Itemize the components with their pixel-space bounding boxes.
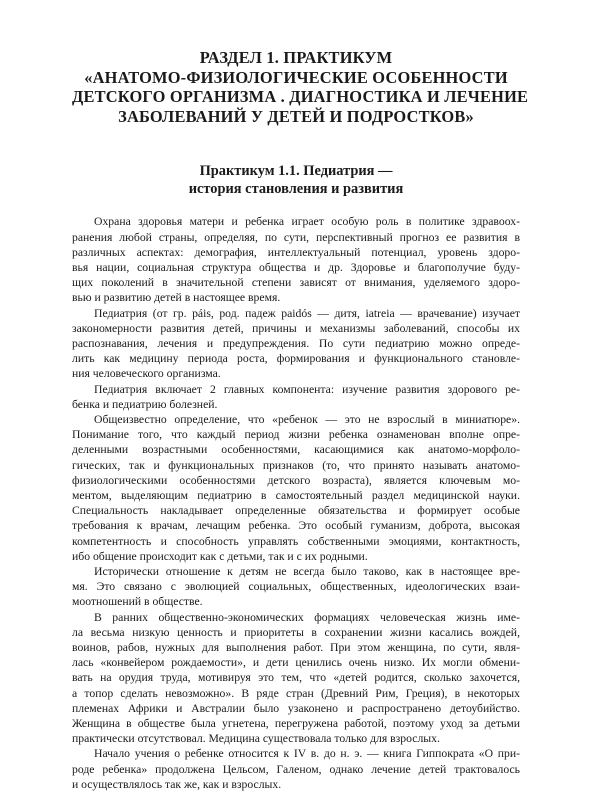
text-line: ибо общение происходит как с детьми, так и с их родными.	[72, 549, 368, 563]
section-title-line: ЗАБОЛЕВАНИЙ У ДЕТЕЙ И ПОДРОСТКОВ»	[118, 106, 474, 126]
text-line: лась «конвейером рождаемости», и дети ценились очень низко. Их могли обмени-	[72, 656, 520, 670]
section-title	[72, 48, 529, 126]
section-title-line: РАЗДЕЛ 1. ПРАКТИКУМ	[199, 48, 393, 67]
paragraph	[72, 610, 520, 747]
text-line: мя. Это связано с эволюцией социальных, общественных, идеологических взаи-	[72, 580, 520, 594]
section-title-line: «АНАТОМО-ФИЗИОЛОГИЧЕСКИЕ ОСОБЕННОСТИ	[84, 67, 508, 87]
text-line: вья нации, социальная структура общества и др. Здоровье и благополучие буду-	[72, 260, 520, 274]
practicum-title	[72, 162, 520, 198]
text-line: требования к врачам, лечащим ребенка. Это особый гуманизм, доброта, высокая	[72, 519, 520, 533]
text-line: а топор сделать невозможно». В ряде стран (Древний Рим, Греция), в некоторых	[72, 686, 520, 700]
text-line: роде ребенка» продолжена Цельсом, Галеном, однако лечение детей трактовалось	[72, 762, 520, 776]
text-line: воинов, рабов, нужных для выполнения работ. При этом женщина, по сути, явля-	[72, 641, 520, 655]
document-page	[0, 48, 600, 798]
text-line: бенка и педиатрию болезней.	[72, 397, 218, 411]
section-title-line: ДЕТСКОГО ОРГАНИЗМА . ДИАГНОСТИКА И ЛЕЧЕНИЕ	[72, 87, 529, 107]
text-line: моотношений в обществе.	[72, 595, 203, 609]
text-line: и осуществлялось так же, как и взрослых.	[72, 777, 282, 791]
text-line: Общеизвестно определение, что «ребенок — это не взрослый в миниатюре».	[94, 413, 520, 427]
text-line: Женщина в обществе была угнетена, перегружена работой, поэтому уход за детьми	[72, 717, 520, 731]
paragraph	[72, 214, 520, 305]
text-line: ния человеческого организма.	[72, 367, 221, 381]
paragraph	[72, 382, 520, 412]
text-line: ранения любой страны, определяя, по сути, перспективный прогноз ее развития в	[72, 230, 520, 244]
paragraph	[72, 412, 520, 564]
text-line: вать на орудия труда, мотивируя это тем, что «детей родится, сколько захочется,	[72, 671, 520, 685]
text-line: распознавания, лечения и предупреждения. По сути педиатрию можно опреде-	[72, 337, 520, 350]
text-line: различных аспектах: демография, интеллектуальный потенциал, уровень здоро-	[72, 245, 520, 259]
practicum-title-line: Практикум 1.1. Педиатрия —	[199, 163, 393, 180]
text-line: племенах Африки и Австралии было узаконено и распространено детоубийство.	[72, 701, 520, 715]
text-line: физиологическими особенностями детского возраста), является ключевым мо-	[72, 473, 520, 487]
paragraph	[72, 564, 520, 610]
text-line: лить как медицину периода роста, формирования и функционального становле-	[72, 352, 520, 366]
text-line: гических, так и функциональных признаков (то, что принято называть анатомо-	[72, 458, 520, 472]
text-line: ментом, выделяющим педиатрию в самостоятельный раздел медицинской науки.	[72, 489, 520, 503]
text-line: практически отсутствовал. Медицина существовала только для взрослых.	[72, 732, 440, 746]
text-line: щих поколений в значительной степени зависят от внимания, уделяемого здоро-	[72, 276, 520, 290]
text-line: Исторически отношение к детям не всегда было таково, как в настоящее вре-	[94, 565, 520, 579]
text-line: Педиатрия (от гр. páis, род. падеж paidós — дитя, iatreia — врачевание) изучает	[94, 306, 520, 320]
text-line: ла весьма низкую ценность и приоритеты в сохранении жизни касались вождей,	[72, 625, 520, 639]
text-line: Специальность накладывает определенные обязательства и формирует особые	[72, 504, 520, 518]
text-line: Понимание того, что каждый период жизни ребенка ознаменован вполне опре-	[72, 428, 520, 442]
text-line: компетентность и способность управлять собственными эмоциями, контактность,	[72, 534, 520, 548]
text-line: Педиатрия включает 2 главных компонента: изучение развития здорового ре-	[94, 382, 520, 396]
text-line: В ранних общественно-экономических формациях человеческая жизнь име-	[94, 610, 520, 624]
body-text	[72, 214, 520, 792]
paragraph	[72, 746, 520, 792]
text-line: закономерности развития детей, причины и механизмы заболеваний, способы их	[72, 321, 520, 335]
text-line: деленными возрастными особенностями, касающимися как анатомо-морфоло-	[72, 443, 520, 457]
paragraph	[72, 306, 520, 382]
text-line: вью и развитию детей в настоящее время.	[72, 291, 281, 305]
text-line: Охрана здоровья матери и ребенка играет особую роль в политике здравоох-	[94, 215, 520, 229]
text-line: Начало учения о ребенке относится к IV в. до н. э. — книга Гиппократа «О при-	[94, 747, 520, 761]
practicum-title-line: история становления и развития	[188, 181, 404, 198]
